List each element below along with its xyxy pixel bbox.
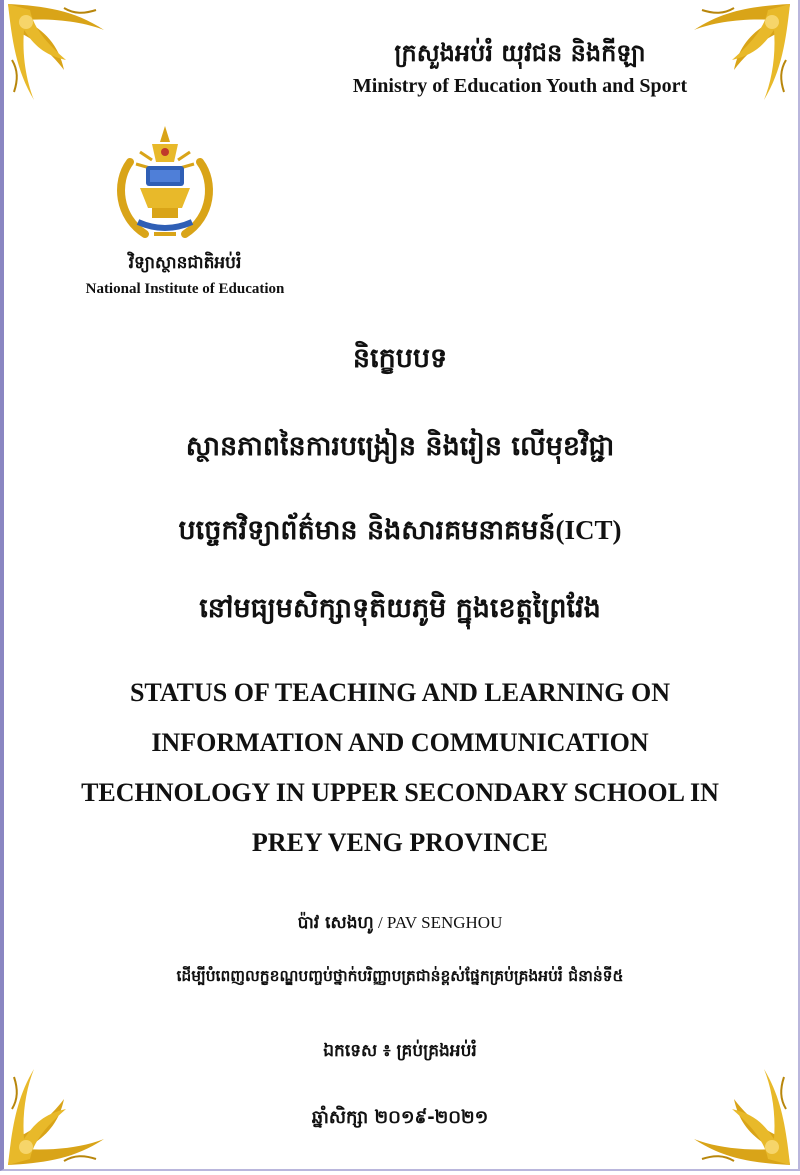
ministry-name-en: Ministry of Education Youth and Sport bbox=[352, 75, 688, 97]
ministry-name-km: ក្រសួងអប់រំ យុវជន និងកីឡា bbox=[394, 39, 646, 67]
academic-year: ឆ្នាំសិក្សា ២០១៩-២០២១ bbox=[311, 1107, 489, 1128]
title-en bbox=[20, 668, 780, 868]
title-en-line: TECHNOLOGY IN UPPER SECONDARY SCHOOL IN bbox=[81, 778, 719, 807]
specialty: ឯកទេស ៖ គ្រប់គ្រងអប់រំ bbox=[323, 1041, 477, 1061]
author-name-en: PAV SENGHOU bbox=[386, 913, 503, 932]
author-name-km: ប៉ាវ សេងហូ bbox=[297, 913, 374, 933]
document-type: និក្ខេបបទ bbox=[352, 343, 448, 374]
title-en-line: INFORMATION AND COMMUNICATION bbox=[151, 728, 649, 757]
author-line bbox=[0, 912, 800, 937]
institute-name-km: វិទ្យាស្ថានជាតិអប់រំ bbox=[128, 253, 242, 273]
institute-block bbox=[40, 252, 330, 298]
title-km-line-2-text: បច្ចេកវិទ្យាព័ត៌មាន និងសារគមនាគមន៍ bbox=[178, 515, 556, 546]
title-km-line-1: ស្ថានភាពនៃការបង្រៀន និងរៀន លើមុខវិជ្ជា bbox=[185, 431, 615, 462]
title-km-line-2-suffix: (ICT) bbox=[555, 515, 622, 545]
title-en-line: STATUS OF TEACHING AND LEARNING ON bbox=[129, 678, 671, 707]
ministry-header bbox=[300, 38, 740, 98]
institute-name-en: National Institute of Education bbox=[85, 281, 285, 297]
royal-emblem-icon bbox=[110, 122, 220, 252]
author-separator: / bbox=[373, 913, 387, 932]
thesis-purpose: ដើម្បីបំពេញលក្ខខណ្ឌបញ្ចប់ថ្នាក់បរិញ្ញាបត្រជាន់ខ្ពស់ផ្នែកគ្រប់គ្រងអប់រំ ជំនាន់ទី៥ bbox=[176, 967, 624, 985]
corner-ornament-top-left bbox=[4, 0, 124, 110]
title-km-line-2 bbox=[0, 514, 800, 553]
title-km-line-3: នៅមធ្យមសិក្សាទុតិយភូមិ ក្នុងខេត្តព្រៃវែង bbox=[199, 593, 601, 624]
title-en-line: PREY VENG PROVINCE bbox=[251, 828, 549, 857]
